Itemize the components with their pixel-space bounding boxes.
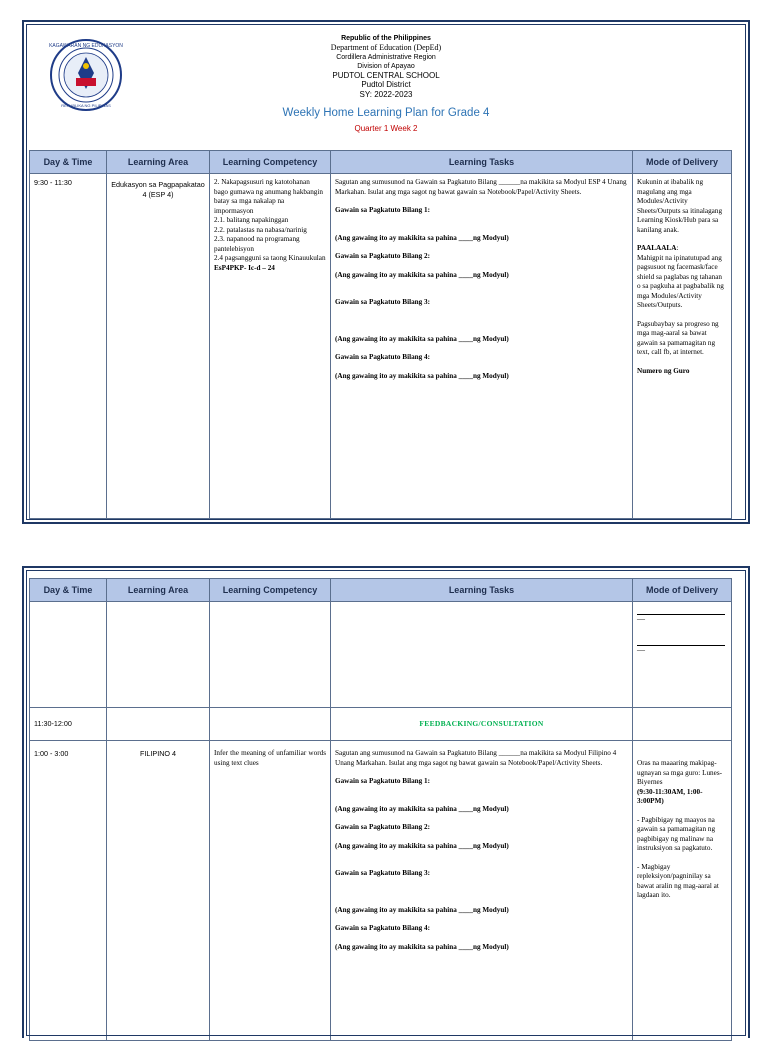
blank-lines: — — (633, 602, 732, 708)
row-delivery: Oras na maaaring makipag-ugnayan sa mga guro: Lunes-Biyernes (9:30-11:30AM, 1:00-3:00PM) - Pagbibigay ng maayos na gawain sa pamamagitan ng pagbibigay ng malinaw na instruksiyon sa pagkatuto. - Magbigay repleksiyon/pagninilay sa bawat aralin ng mag-aaral at lagdaan ito. (633, 741, 732, 1041)
row-time: 1:00 - 3:00 (30, 741, 107, 1041)
feedback-label: FEEDBACKING/CONSULTATION (419, 718, 544, 728)
table-header-row (30, 151, 732, 174)
col-learning-tasks: Learning Tasks (331, 151, 633, 174)
plan-title: Weekly Home Learning Plan for Grade 4 (282, 107, 490, 120)
header-school-year: SY: 2022-2023 (359, 89, 413, 99)
header-region: Cordillera Administrative Region (336, 53, 436, 61)
learning-plan-table (29, 150, 732, 519)
header-division: Division of Apayao (357, 62, 415, 70)
quarter-week: Quarter 1 Week 2 (354, 124, 418, 134)
teacher-number-label: Numero ng Guro (637, 366, 690, 375)
row-time: 9:30 - 11:30 (30, 174, 107, 519)
row-area: FILIPINO 4 (107, 741, 210, 1041)
table-row (30, 741, 732, 1041)
table-row (30, 602, 732, 708)
school-header (24, 22, 748, 150)
row-delivery: Kukunin at ibabalik ng magulang ang mga Modules/Activity Sheets/Outputs sa itinalagang Learning Kiosk/Hub para sa kanilang anak. PAALAALA: Mahigpit na ipinatutupad ang pagsusuot ng facemask/face shield sa paglabas ng tahanan o sa pagkuha at pagbabalik ng mga Modules/Activity Sheets/Outputs. Pagsubaybay sa progreso ng mga mag-aaral sa bawat gawain sa pamamagitan ng text, call fb, at internet. Numero ng Guro (633, 174, 732, 519)
row-tasks: Sagutan ang sumusunod na Gawain sa Pagkatuto Bilang ______na makikita sa Modyul ESP 4 Unang Markahan. Isulat ang mga sagot ng bawat gawain sa Notebook/Papel/Activity Sheets. Gawain sa Pagkatuto Bilang 1: (Ang gawaing ito ay makikita sa pahina ____ng Modyul) Gawain sa Pagkatuto Bilang 2: (Ang gawaing ito ay makikita sa pahina ____ng Modyul) Gawain sa Pagkatuto Bilang 3: (Ang gawaing ito ay makikita sa pahina ____ng Modyul) Gawain sa Pagkatuto Bilang 4: (Ang gawaing ito ay makikita sa pahina ____ng Modyul) (331, 174, 633, 519)
learning-plan-table-continued (29, 578, 732, 1041)
header-republic: Republic of the Philippines (341, 35, 431, 42)
col-mode-of-delivery: Mode of Delivery (633, 151, 732, 174)
page-two (22, 566, 750, 1038)
col-learning-area: Learning Area (107, 151, 210, 174)
table-row (30, 708, 732, 741)
table-row (30, 174, 732, 519)
col-day-time: Day & Time (30, 151, 107, 174)
row-competency: 2. Nakapagsusuri ng katotohanan bago gumawa ng anumang hakbangin batay sa mga nakalap na impormasyon 2.1. balitang napakinggan 2.2. patalastas na nabasa/narinig 2.3. napanood na programang pantelebisyon 2.4 pagsangguni sa taong Kinauukulan EsP4PKP- Ic-d – 24 (210, 174, 331, 519)
col-learning-competency: Learning Competency (210, 151, 331, 174)
table-header-row: Day & Time Learning Area Learning Competency Learning Tasks Mode of Delivery (30, 579, 732, 602)
row-competency: Infer the meaning of unfamiliar words using text clues (210, 741, 331, 1041)
feedback-time: 11:30-12:00 (30, 708, 107, 741)
svg-text:KAGAWARAN NG EDUKASYON: KAGAWARAN NG EDUKASYON (49, 43, 123, 49)
header-district: Pudtol District (361, 80, 411, 90)
header-department: Department of Education (DepEd) (330, 43, 442, 53)
header-school: PUDTOL CENTRAL SCHOOL (332, 71, 440, 81)
svg-text:REPUBLIKA NG PILIPINAS: REPUBLIKA NG PILIPINAS (61, 103, 111, 108)
page-one (22, 20, 750, 524)
competency-code: EsP4PKP- Ic-d – 24 (214, 263, 275, 272)
row-area: Edukasyon sa Pagpapakatao 4 (ESP 4) (107, 174, 210, 519)
row-tasks: Sagutan ang sumusunod na Gawain sa Pagkatuto Bilang ______na makikita sa Modyul Filipino 4 Unang Markahan. Isulat ang mga sagot ng bawat gawain sa Notebook/Papel/Activity Sheets. Gawain sa Pagkatuto Bilang 1: (Ang gawaing ito ay makikita sa pahina ____ng Modyul) Gawain sa Pagkatuto Bilang 2: (Ang gawaing ito ay makikita sa pahina ____ng Modyul) Gawain sa Pagkatuto Bilang 3: (Ang gawaing ito ay makikita sa pahina ____ng Modyul) Gawain sa Pagkatuto Bilang 4: (Ang gawaing ito ay makikita sa pahina ____ng Modyul) (331, 741, 633, 1041)
